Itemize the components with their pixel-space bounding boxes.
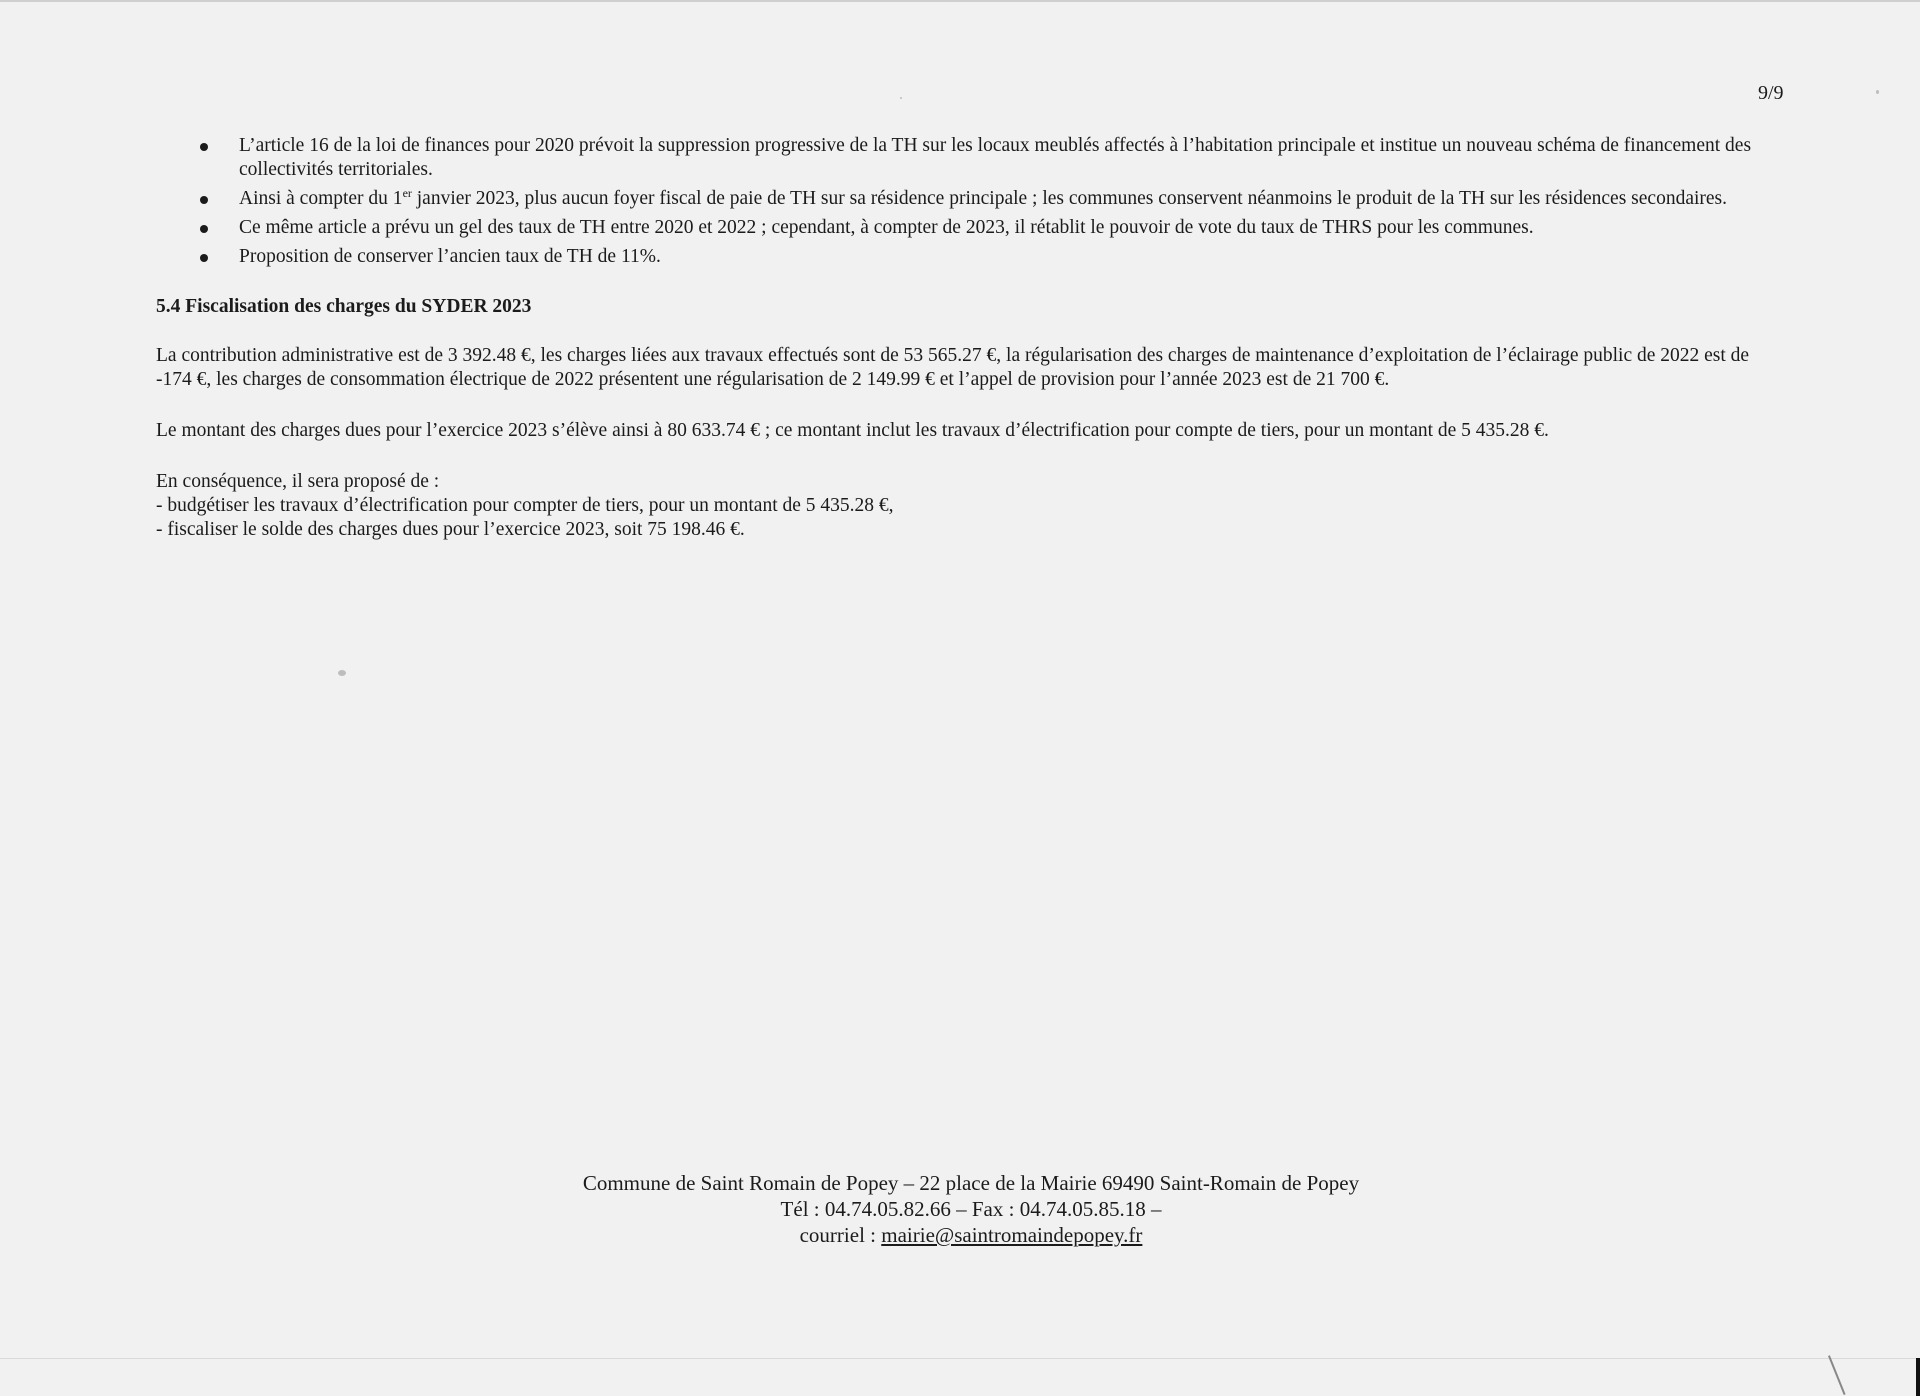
conclusion-item: - fiscaliser le solde des charges dues pour l’exercice 2023, soit 75 198.46 €. <box>156 519 745 540</box>
conclusion-intro: En conséquence, il sera proposé de : <box>156 471 440 492</box>
footer-email-link[interactable]: mairie@saintromaindepopey.fr <box>881 1223 1143 1247</box>
list-item <box>156 187 1788 211</box>
list-item-text: Proposition de conserver l’ancien taux de TH de 11%. <box>239 246 661 267</box>
paragraph-total: Le montant des charges dues pour l’exercice 2023 s’élève ainsi à 80 633.74 € ; ce montant inclut les travaux d’électrification pour compte de tiers, pour un montant de 5 435.28 €. <box>156 420 1549 441</box>
list-item <box>156 245 1788 269</box>
list-item-text-start: Ainsi à compter du 1 <box>239 188 403 209</box>
footer-address: Commune de Saint Romain de Popey – 22 place de la Mairie 69490 Saint-Romain de Popey <box>582 1171 1360 1195</box>
scan-fold-line <box>1828 1355 1846 1395</box>
ordinal-superscript: er <box>402 186 412 200</box>
list-item-text-end: janvier 2023, plus aucun foyer fiscal de paie de TH sur sa résidence principale ; les communes conservent néanmoins le produit de la TH sur les résidences secondaires. <box>411 188 1727 209</box>
section-heading: 5.4 Fiscalisation des charges du SYDER 2023 <box>156 296 532 317</box>
bullet-icon <box>200 254 208 262</box>
bullet-icon <box>200 196 208 204</box>
page-footer <box>0 1170 1920 1248</box>
bullet-icon <box>200 225 208 233</box>
bullet-list <box>156 134 1788 269</box>
footer-phone-fax: Tél : 04.74.05.82.66 – Fax : 04.74.05.85.18 – <box>780 1197 1162 1221</box>
scan-speck <box>1876 90 1879 94</box>
document-body <box>156 134 1788 542</box>
scan-speck <box>900 97 902 99</box>
page-number: 9/9 <box>1758 82 1784 104</box>
list-item <box>156 216 1788 240</box>
bullet-icon <box>200 143 208 151</box>
footer-email-label: courriel : <box>799 1223 882 1247</box>
scan-edge-right-mark <box>1916 1358 1920 1396</box>
conclusion-block <box>156 470 1788 542</box>
scan-speck <box>338 670 346 676</box>
footer-email-line <box>0 1222 1920 1248</box>
scan-edge-top <box>0 0 1920 2</box>
list-item <box>156 134 1788 182</box>
list-item-text: L’article 16 de la loi de finances pour 2020 prévoit la suppression progressive de la TH sur les locaux meublés affectés à l’habitation principale et institue un nouveau schéma de financement des collectivités territoriales. <box>239 135 1752 180</box>
conclusion-item: - budgétiser les travaux d’électrification pour compter de tiers, pour un montant de 5 435.28 €, <box>156 495 894 516</box>
paragraph-contribution: La contribution administrative est de 3 392.48 €, les charges liées aux travaux effectués sont de 53 565.27 €, la régularisation des charges de maintenance d’exploitation de l’éclairage public de 2022 est de -174 €, les charges de consommation électrique de 2022 présentent une régularisation de 2 149.99 € et l’appel de provision pour l’année 2023 est de 21 700 €. <box>156 345 1750 390</box>
scan-edge-bottom <box>0 1358 1920 1359</box>
list-item-text: Ce même article a prévu un gel des taux de TH entre 2020 et 2022 ; cependant, à compter de 2023, il rétablit le pouvoir de vote du taux de THRS pour les communes. <box>239 217 1534 238</box>
